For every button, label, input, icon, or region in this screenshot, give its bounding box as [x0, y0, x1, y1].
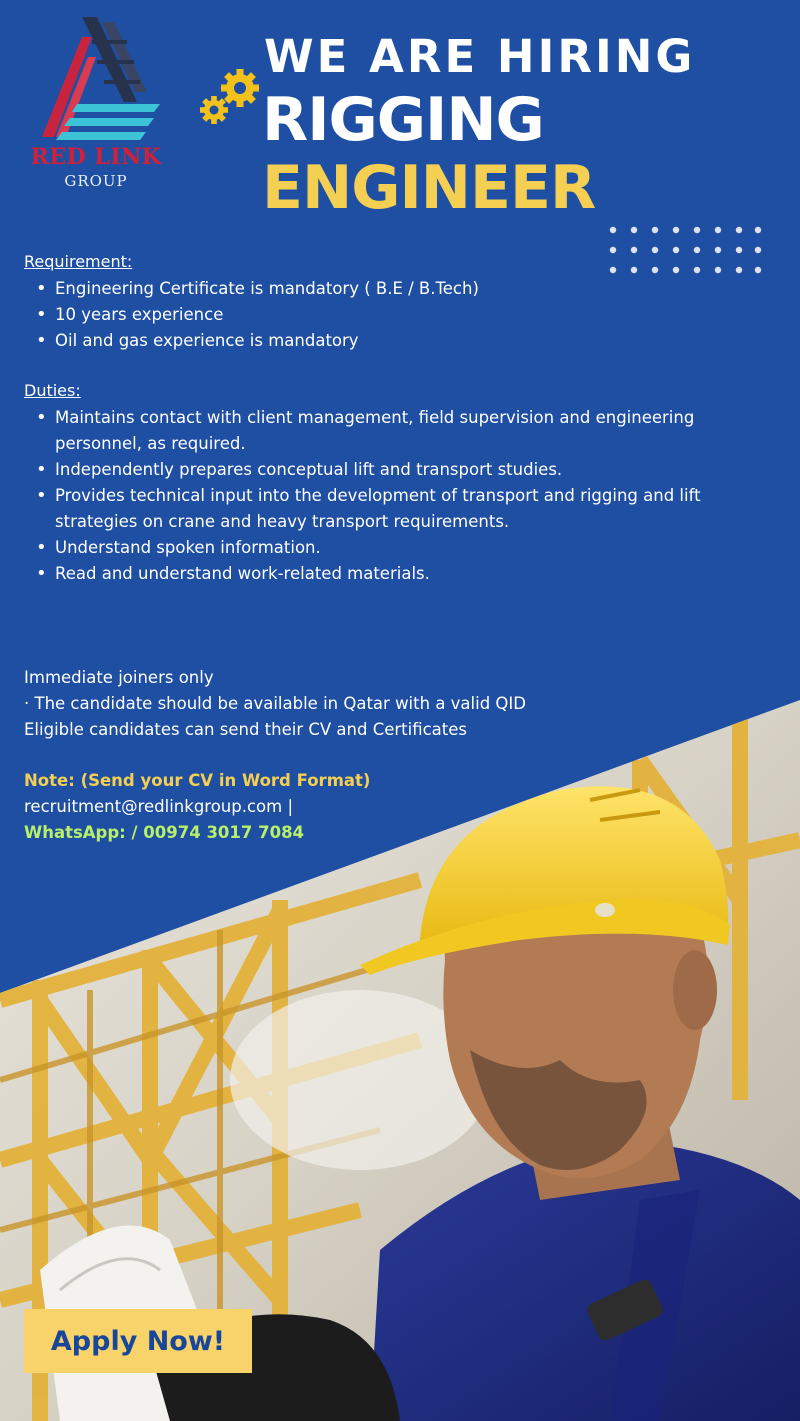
immediate-joiners-text: Immediate joiners only — [24, 668, 214, 687]
duties-heading: Duties: — [24, 381, 81, 400]
qatar-qid-text: · The candidate should be available in Qatar with a valid QID — [24, 694, 526, 713]
brand-subtitle: GROUP — [64, 172, 128, 190]
requirement-list — [24, 276, 724, 354]
brand-name: RED LINK — [30, 144, 162, 170]
list-item: • Understand spoken information. — [24, 535, 754, 561]
list-item: • 10 years experience — [24, 302, 724, 328]
list-item: • Provides technical input into the development of transport and rigging and lift strategies on crane and heavy transport requirements. — [24, 483, 754, 535]
list-item: • Oil and gas experience is mandatory — [24, 328, 724, 354]
list-item: • Read and understand work-related materials. — [24, 561, 754, 587]
whatsapp-number[interactable]: WhatsApp: / 00974 3017 7084 — [24, 823, 305, 842]
apply-now-button[interactable]: Apply Now! — [24, 1309, 252, 1373]
requirement-heading: Requirement: — [24, 252, 133, 271]
gears-icon — [196, 64, 266, 130]
list-item: • Independently prepares conceptual lift and transport studies. — [24, 457, 754, 483]
duties-list — [24, 405, 754, 587]
cv-format-note: Note: (Send your CV in Word Format) — [24, 771, 371, 790]
headline-job-title-line2: ENGINEER — [262, 153, 596, 223]
list-item: • Maintains contact with client management, field supervision and engineering personnel, as required. — [24, 405, 754, 457]
dot-grid-decoration — [606, 224, 766, 278]
headline-job-title-line1: RIGGING — [262, 85, 544, 155]
send-cv-text: Eligible candidates can send their CV and Certificates — [24, 720, 467, 739]
recruitment-email[interactable]: recruitment@redlinkgroup.com | — [24, 797, 294, 816]
headline-we-are-hiring: WE ARE HIRING — [264, 30, 696, 83]
list-item: • Engineering Certificate is mandatory ( B.E / B.Tech) — [24, 276, 724, 302]
